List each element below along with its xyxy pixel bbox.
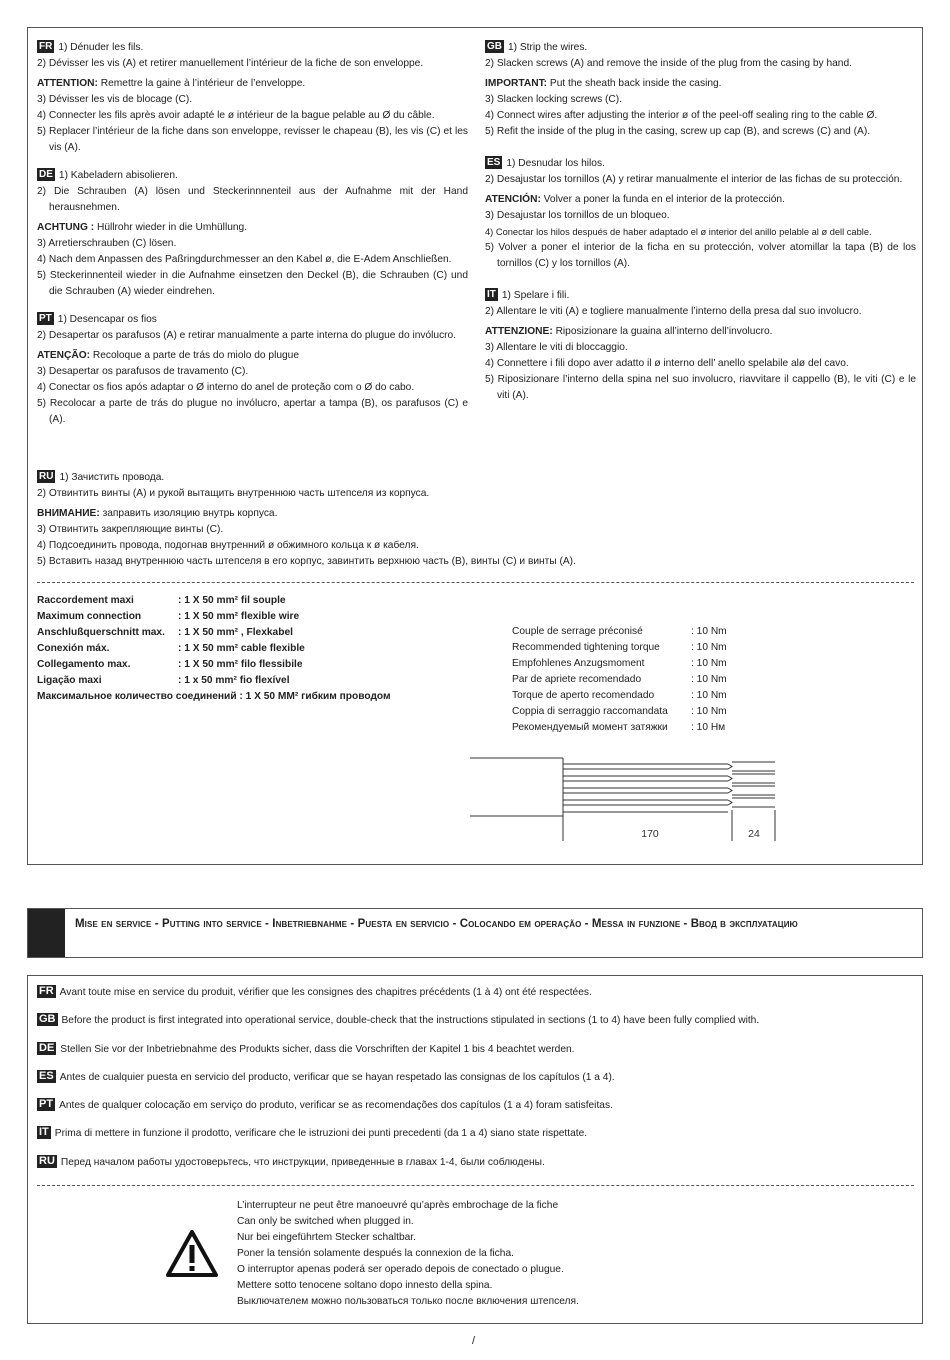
step-4: 4) Connecter les fils après avoir adapté le ø intérieur de la bague pelable au Ø du câble. bbox=[37, 110, 435, 121]
spec-row: Conexión máx. : 1 X 50 mm² cable flexible bbox=[37, 643, 305, 654]
service-item: ES Antes de cualquier puesta en servicio del producto, verificar que se hayan respetado las consignas de los capítulos (1 a 4). bbox=[39, 1069, 615, 1083]
step-1: 1) Strip the wires. bbox=[508, 42, 588, 53]
warning-label: ATTENTION: bbox=[37, 78, 98, 89]
warning-text: Volver a poner la funda en el interior de la protección. bbox=[540, 194, 785, 205]
step-4: 4) Nach dem Anpassen des Paßringdurchmesser an den Kabel ø, die E-Adem Anschließen. bbox=[37, 254, 452, 265]
warning-text-block bbox=[237, 1198, 579, 1310]
tightening-torque-table bbox=[512, 624, 727, 736]
step-5: 5) Recolocar a parte de trás do plugue no invólucro, apertar a tampa (B), os parafusos (C) e (A). bbox=[37, 398, 468, 425]
torque-row: Рекомендуемый момент затяжки : 10 Нм bbox=[512, 722, 726, 733]
torque-row: Recommended tightening torque : 10 Nm bbox=[512, 642, 727, 653]
step-2: 2) Desajustar los tornillos (A) y retirar manualmente el interior de las fichas de su protección. bbox=[485, 174, 903, 185]
torque-row: Coppia di serraggio raccomandata : 10 Nm bbox=[512, 706, 727, 717]
step-2: 2) Die Schrauben (A) lösen und Steckerinnnenteil aus der Aufnahme mit der Hand herausnehmen. bbox=[37, 186, 468, 213]
instructions-right-column bbox=[485, 40, 916, 416]
lang-tag-ru: RU bbox=[39, 1154, 55, 1167]
step-4: 4) Conectar os fios após adaptar o Ø interno do anel de proteção com o Ø do cabo. bbox=[37, 382, 415, 393]
step-3: 3) Slacken locking screws (C). bbox=[485, 94, 623, 105]
step-5: 5) Вставить назад внутреннюю часть штепселя в его корпус, завинтить верхнюю часть (B), винты (C) и винты (A). bbox=[37, 556, 576, 567]
spec-row-ru: Максимальное количество соединений : 1 X 50 ММ² гибким проводом bbox=[37, 691, 391, 702]
warning-line: Выключателем можно пользоваться только после включения штепселя. bbox=[237, 1296, 579, 1307]
warning-label: ATENÇÃO: bbox=[37, 350, 91, 361]
warning-text: Remettre la gaine à l’intérieur de l’enveloppe. bbox=[97, 78, 306, 89]
step-2: 2) Dévisser les vis (A) et retirer manuellement l’intérieur de la fiche de son enveloppe. bbox=[37, 58, 424, 69]
warning-text: заправить изоляцию внутрь корпуса. bbox=[99, 508, 278, 519]
lang-tag-gb: GB bbox=[487, 41, 502, 52]
spec-row: Collegamento max. : 1 X 50 mm² filo flessibile bbox=[37, 659, 303, 670]
service-item: IT Prima di mettere in funzione il prodotto, verificare che le istruzioni dei punti precedenti (da 1 a 4) siano state rispettate. bbox=[39, 1126, 588, 1140]
warning-line: L’interrupteur ne peut être manoeuvré qu’après embrochage de la fiche bbox=[237, 1200, 559, 1211]
step-2: 2) Отвинтить винты (A) и рукой вытащить внутреннюю часть штепселя из корпуса. bbox=[37, 488, 430, 499]
service-item: FR Avant toute mise en service du produit, vérifier que les consignes des chapitres précédents (1 à 4) ont été respectées. bbox=[39, 985, 592, 998]
lang-tag-ru: RU bbox=[39, 471, 54, 482]
step-3: 3) Allentare le viti di bloccaggio. bbox=[485, 342, 628, 353]
step-5: 5) Steckerinnenteil wieder in die Aufnahme einsetzen den Deckel (B), die Schrauben (C) und die Schrauben (A) wieder eindrehen. bbox=[37, 270, 468, 297]
step-2: 2) Allentare le viti (A) e togliere manualmente l’interno della presa dal suo involucro. bbox=[485, 306, 862, 317]
connection-specs bbox=[37, 593, 391, 705]
torque-row: Empfohlenes Anzugsmoment : 10 Nm bbox=[512, 658, 727, 669]
spec-row: Maximum connection : 1 X 50 mm² flexible wire bbox=[37, 611, 300, 622]
lang-tag-de: DE bbox=[39, 169, 53, 180]
lang-tag-fr: FR bbox=[39, 985, 54, 997]
torque-row: Couple de serrage préconisé : 10 Nm bbox=[512, 626, 727, 637]
lang-tag-fr: FR bbox=[39, 41, 53, 52]
instructions-fr bbox=[37, 40, 468, 156]
step-3: 3) Desapertar os parafusos de travamento (C). bbox=[37, 366, 249, 377]
instructions-de bbox=[37, 168, 468, 300]
step-4: 4) Conectar los hilos después de haber adaptado el ø interior del anillo pelable al ø dell cable. bbox=[485, 227, 872, 237]
step-1: 1) Kabeladern abisolieren. bbox=[58, 170, 178, 181]
page-number: / bbox=[472, 1335, 476, 1347]
lang-tag-pt: PT bbox=[39, 313, 52, 324]
instructions-gb bbox=[485, 40, 916, 140]
step-5: 5) Replacer l’intérieur de la fiche dans son enveloppe, revisser le chapeau (B), les vis (C) et les vis (A). bbox=[37, 126, 468, 153]
warning-line: Poner la tensión solamente después la connexion de la ficha. bbox=[237, 1248, 514, 1259]
lang-tag-it: IT bbox=[39, 1126, 49, 1139]
step-4: 4) Connettere i fili dopo aver adatto il ø interno dell’ anello spelabile alø del cavo. bbox=[485, 358, 849, 369]
step-1: 1) Dénuder les fils. bbox=[58, 42, 144, 53]
service-item: PT Antes de qualquer colocação em serviço do produto, verificar se as recomendações dos capítulos (1 a 4) foram satisfeitas. bbox=[39, 1098, 613, 1112]
step-1: 1) Desnudar los hilos. bbox=[506, 158, 605, 169]
dimension-170: 170 bbox=[641, 828, 659, 840]
warning-label: ATENCIÓN: bbox=[485, 194, 541, 205]
warning-text: Hüllrohr wieder in die Umhüllung. bbox=[94, 222, 248, 233]
warning-label: ATTENZIONE: bbox=[485, 326, 553, 337]
lang-tag-it: IT bbox=[487, 289, 496, 300]
step-1: 1) Desencapar os fios bbox=[57, 314, 157, 325]
lang-tag-de: DE bbox=[39, 1041, 55, 1054]
step-3: 3) Dévisser les vis de blocage (C). bbox=[37, 94, 193, 105]
warning-text: Riposizionare la guaina all’interno dell’involucro. bbox=[552, 326, 773, 337]
lang-tag-es: ES bbox=[487, 157, 501, 168]
step-5: 5) Volver a poner el interior de la ficha en su protección, volver atomillar la tapa (B) de los tornillos (C) y los tornillos (A). bbox=[485, 242, 916, 269]
lang-tag-gb: GB bbox=[39, 1013, 56, 1026]
warning-text: Put the sheath back inside the casing. bbox=[547, 78, 722, 89]
step-3: 3) Desajustar los tornillos de un bloqueo. bbox=[485, 210, 670, 221]
step-5: 5) Riposizionare l’interno della spina nel suo involucro, riavvitare il cappello (B), le viti (C) e le viti (A). bbox=[485, 374, 916, 401]
cable-strip-diagram bbox=[470, 755, 790, 847]
step-1: 1) Зачистить провода. bbox=[59, 472, 165, 483]
instructions-ru bbox=[37, 470, 917, 570]
step-3: 3) Arretierschrauben (C) lösen. bbox=[37, 238, 177, 249]
section-title: Mise en service - Putting into service - Inbetriebnahme - Puesta en servicio - Colocando em operação - Messa in funzione - Ввод в эксплуатацию bbox=[75, 918, 798, 930]
step-2: 2) Desapertar os parafusos (A) e retirar manualmente a parte interna do plugue do invólucro. bbox=[37, 330, 457, 341]
dimension-24: 24 bbox=[748, 828, 760, 840]
warning-label: ACHTUNG : bbox=[37, 222, 95, 233]
instructions-it bbox=[485, 288, 916, 404]
warning-label: ВНИМАНИЕ: bbox=[37, 508, 100, 519]
instructions-es bbox=[485, 156, 916, 272]
step-4: 4) Connect wires after adjusting the interior ø of the peel-off sealing ring to the cable Ø. bbox=[485, 110, 878, 121]
step-4: 4) Подсоединить провода, подогнав внутренний ø обжимного кольца к ø кабеля. bbox=[37, 540, 419, 551]
section-header bbox=[27, 908, 923, 958]
service-item: DE Stellen Sie vor der Inbetriebnahme des Produkts sicher, dass die Vorschriften der Kapitel 1 bis 4 beachtet werden. bbox=[39, 1041, 575, 1055]
step-3: 3) Отвинтить закрепляющие винты (C). bbox=[37, 524, 224, 535]
step-1: 1) Spelare i fili. bbox=[501, 290, 570, 301]
warning-triangle-icon bbox=[166, 1230, 218, 1278]
dashed-divider bbox=[37, 1185, 914, 1186]
spec-row: Anschlußquerschnitt max. : 1 X 50 mm² , Flexkabel bbox=[37, 627, 293, 638]
spec-row: Raccordement maxi : 1 X 50 mm² fil souple bbox=[37, 595, 286, 606]
warning-line: Mettere sotto tenocene soltano dopo innesto della spina. bbox=[237, 1280, 493, 1291]
warning-line: Nur bei eingeführtem Stecker schaltbar. bbox=[237, 1232, 416, 1243]
lang-tag-pt: PT bbox=[39, 1098, 54, 1111]
warning-text: Recoloque a parte de trás do miolo do plugue bbox=[90, 350, 299, 361]
warning-line: O interruptor apenas poderá ser operado depois de conectado o plugue. bbox=[237, 1264, 564, 1275]
service-item: RU Перед началом работы удостоверьтесь, что инструкции, приведенные в главах 1-4, были соблюдены. bbox=[39, 1154, 545, 1168]
section-marker bbox=[28, 909, 65, 957]
torque-row: Par de apriete recomendado : 10 Nm bbox=[512, 674, 727, 685]
warning-line: Can only be switched when plugged in. bbox=[237, 1216, 414, 1227]
spec-row: Ligação maxi : 1 x 50 mm² fio flexível bbox=[37, 675, 290, 686]
warning-label: IMPORTANT: bbox=[485, 78, 548, 89]
instructions-pt bbox=[37, 312, 468, 428]
dashed-divider bbox=[37, 582, 914, 583]
service-item: GB Before the product is first integrated into operational service, double-check that the instructions stipulated in sections (1 to 4) have been fully complied with. bbox=[39, 1013, 760, 1027]
putting-into-service-list bbox=[37, 985, 907, 1183]
step-2: 2) Slacken screws (A) and remove the inside of the plug from the casing by hand. bbox=[485, 58, 852, 69]
step-5: 5) Refit the inside of the plug in the casing, screw up cap (B), and screws (C) and (A). bbox=[485, 126, 871, 137]
lang-tag-es: ES bbox=[39, 1069, 54, 1082]
torque-row: Torque de aperto recomendado : 10 Nm bbox=[512, 690, 727, 701]
instructions-left-column bbox=[37, 40, 468, 440]
